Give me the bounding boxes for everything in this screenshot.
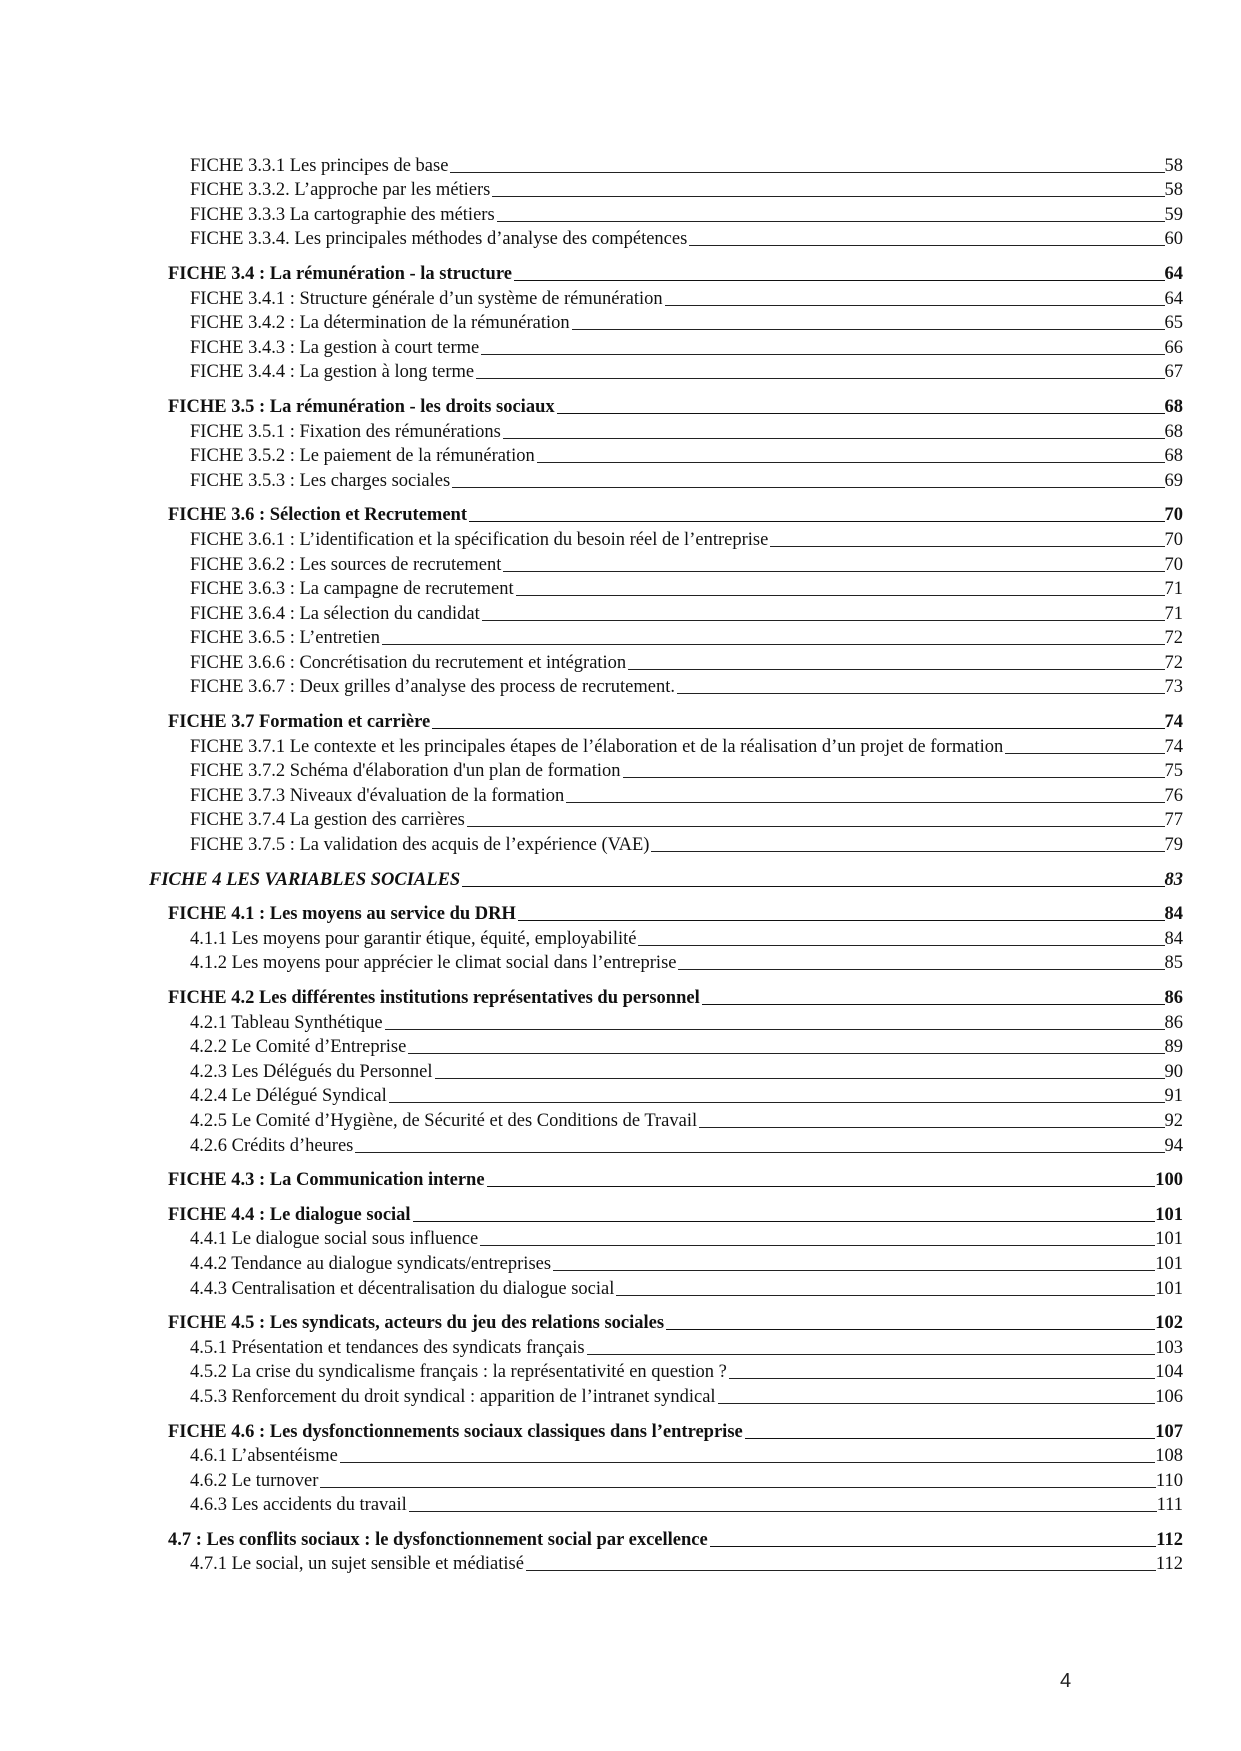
toc-section-heading[interactable] xyxy=(0,901,1183,926)
toc-entry-page: 70 xyxy=(1164,554,1183,575)
toc-entry[interactable] xyxy=(0,925,1183,950)
toc-entry-label: 4.7.1 Le social, un sujet sensible et médiatisé xyxy=(190,1554,524,1575)
toc-entry-page: 86 xyxy=(1164,988,1183,1008)
toc-entry[interactable] xyxy=(0,285,1183,310)
toc-entry-page: 64 xyxy=(1164,288,1183,309)
toc-leader-line xyxy=(469,521,1165,522)
toc-entry-page: 58 xyxy=(1164,180,1183,201)
toc-entry-page: 60 xyxy=(1164,229,1183,250)
toc-section-heading[interactable] xyxy=(0,708,1183,733)
toc-leader-line xyxy=(413,1221,1156,1222)
toc-entry-page: 58 xyxy=(1164,155,1183,176)
toc-entry-page: 68 xyxy=(1164,446,1183,467)
toc-entry-page: 59 xyxy=(1164,204,1183,225)
toc-entry[interactable] xyxy=(0,443,1183,468)
toc-entry-label: 4.2.3 Les Délégués du Personnel xyxy=(190,1061,433,1082)
toc-leader-line xyxy=(382,644,1165,645)
table-of-contents xyxy=(0,152,1241,1575)
toc-leader-line xyxy=(710,1546,1157,1547)
toc-leader-line xyxy=(503,438,1165,439)
toc-section-heading[interactable] xyxy=(0,1167,1183,1192)
toc-entry-label: 4.5.2 La crise du syndicalisme français : la représentativité en question ? xyxy=(190,1362,727,1383)
toc-entry[interactable] xyxy=(0,334,1183,359)
toc-entry-page: 89 xyxy=(1164,1037,1183,1058)
toc-entry-label: FICHE 3.4 : La rémunération - la structure xyxy=(168,263,512,284)
toc-entry[interactable] xyxy=(0,177,1183,202)
toc-leader-line xyxy=(553,1270,1155,1271)
toc-entry-page: 101 xyxy=(1155,1204,1183,1225)
toc-entry-page: 75 xyxy=(1164,761,1183,782)
page-number: 4 xyxy=(1060,1670,1072,1692)
toc-leader-line xyxy=(770,546,1164,547)
toc-entry-label: 4.6.1 L’absentéisme xyxy=(190,1446,338,1467)
toc-entry-label: FICHE 3.6.5 : L’entretien xyxy=(190,628,380,649)
toc-leader-line xyxy=(526,1570,1156,1571)
toc-entry-label: 4.5.3 Renforcement du droit syndical : apparition de l’intranet syndical xyxy=(190,1386,716,1407)
toc-entry-page: 90 xyxy=(1164,1061,1183,1082)
toc-entry-label: 4.2.1 Tableau Synthétique xyxy=(190,1012,383,1033)
toc-entry[interactable] xyxy=(0,1250,1183,1275)
toc-section-heading[interactable] xyxy=(0,1418,1183,1443)
toc-entry[interactable] xyxy=(0,1551,1183,1576)
toc-entry-label: FICHE 3.6.7 : Deux grilles d’analyse des process de recrutement. xyxy=(190,677,675,698)
toc-leader-line xyxy=(677,693,1165,694)
toc-entry-label: 4.2.5 Le Comité d’Hygiène, de Sécurité et des Conditions de Travail xyxy=(190,1110,698,1131)
toc-entry-label: FICHE 4.1 : Les moyens au service du DRH xyxy=(168,904,516,925)
toc-entry[interactable] xyxy=(0,551,1183,576)
toc-entry[interactable] xyxy=(0,201,1183,226)
toc-entry-page: 73 xyxy=(1164,677,1183,698)
toc-entry[interactable] xyxy=(0,310,1183,335)
toc-entry-page: 84 xyxy=(1164,928,1183,949)
toc-leader-line xyxy=(476,378,1164,379)
toc-entry[interactable] xyxy=(0,1467,1183,1492)
toc-leader-line xyxy=(638,945,1164,946)
toc-entry[interactable] xyxy=(0,526,1183,551)
toc-entry[interactable] xyxy=(0,359,1183,384)
toc-entry-label: 4.7 : Les conflits sociaux : le dysfonctionnement social par excellence xyxy=(168,1529,708,1550)
toc-entry-page: 101 xyxy=(1155,1253,1183,1274)
toc-entry-label: FICHE 3.5.2 : Le paiement de la rémunération xyxy=(190,446,535,467)
toc-section-heading[interactable] xyxy=(0,1201,1183,1226)
toc-leader-line xyxy=(452,487,1164,488)
toc-entry-page: 106 xyxy=(1155,1386,1183,1407)
toc-leader-line xyxy=(320,1487,1155,1488)
toc-entry-page: 102 xyxy=(1155,1313,1183,1334)
toc-entry-label: 4.5.1 Présentation et tendances des syndicats français xyxy=(190,1337,585,1358)
toc-entry-page: 64 xyxy=(1164,263,1183,284)
toc-leader-line xyxy=(689,245,1164,246)
toc-leader-line xyxy=(557,413,1165,414)
toc-leader-line xyxy=(516,595,1165,596)
toc-section-heading[interactable] xyxy=(0,1526,1183,1551)
toc-entry[interactable] xyxy=(0,1492,1183,1517)
toc-entry-label: 4.2.4 Le Délégué Syndical xyxy=(190,1086,387,1107)
toc-leader-line xyxy=(435,1078,1165,1079)
toc-leader-line xyxy=(699,1127,1164,1128)
toc-leader-line xyxy=(409,1511,1157,1512)
toc-entry-label: 4.6.2 Le turnover xyxy=(190,1470,319,1491)
toc-leader-line xyxy=(480,1245,1155,1246)
toc-entry-label: FICHE 3.7.5 : La validation des acquis de l’expérience (VAE) xyxy=(190,835,650,856)
toc-entry-page: 112 xyxy=(1155,1554,1183,1575)
toc-entry-label: FICHE 3.4.4 : La gestion à long terme xyxy=(190,362,475,383)
toc-entry-label: FICHE 3.4.3 : La gestion à court terme xyxy=(190,337,480,358)
toc-entry[interactable] xyxy=(0,758,1183,783)
toc-entry[interactable] xyxy=(0,807,1183,832)
toc-entry-page: 68 xyxy=(1164,421,1183,442)
toc-entry-page: 71 xyxy=(1164,603,1183,624)
toc-entry[interactable] xyxy=(0,1034,1183,1059)
toc-entry-label: FICHE 3.6.4 : La sélection du candidat xyxy=(190,603,480,624)
toc-entry-page: 67 xyxy=(1164,362,1183,383)
toc-leader-line xyxy=(482,620,1165,621)
toc-entry-page: 83 xyxy=(1164,869,1183,890)
toc-section-heading[interactable] xyxy=(0,1310,1183,1335)
toc-leader-line xyxy=(481,354,1164,355)
toc-entry[interactable] xyxy=(0,649,1183,674)
toc-entry-label: FICHE 3.5.3 : Les charges sociales xyxy=(190,470,451,491)
toc-entry-page: 72 xyxy=(1164,652,1183,673)
toc-entry-page: 104 xyxy=(1155,1362,1183,1383)
toc-entry[interactable] xyxy=(0,950,1183,975)
toc-entry[interactable] xyxy=(0,1334,1183,1359)
toc-leader-line xyxy=(666,1329,1155,1330)
toc-leader-line xyxy=(1005,753,1164,754)
toc-section-heading[interactable] xyxy=(0,866,1183,891)
toc-entry-page: 71 xyxy=(1164,579,1183,600)
toc-entry-page: 74 xyxy=(1164,712,1183,733)
toc-leader-line xyxy=(628,669,1164,670)
toc-entry[interactable] xyxy=(0,418,1183,443)
toc-entry-page: 84 xyxy=(1164,904,1183,925)
toc-leader-line xyxy=(497,221,1165,222)
toc-entry-label: FICHE 4.4 : Le dialogue social xyxy=(168,1204,411,1225)
toc-entry-label: FICHE 3.3.2. L’approche par les métiers xyxy=(190,180,491,201)
toc-entry-label: FICHE 4.5 : Les syndicats, acteurs du jeu des relations sociales xyxy=(168,1313,665,1334)
toc-entry-page: 112 xyxy=(1156,1529,1183,1550)
toc-entry-label: FICHE 3.7.4 La gestion des carrières xyxy=(190,810,465,831)
toc-entry-label: FICHE 3.6 : Sélection et Recrutement xyxy=(168,505,467,526)
toc-entry-page: 66 xyxy=(1164,337,1183,358)
toc-entry-page: 79 xyxy=(1164,835,1183,856)
toc-leader-line xyxy=(623,777,1165,778)
toc-entry-page: 70 xyxy=(1164,529,1183,550)
toc-entry-label: FICHE 3.7.2 Schéma d'élaboration d'un plan de formation xyxy=(190,761,621,782)
toc-leader-line xyxy=(718,1403,1156,1404)
toc-section-heading[interactable] xyxy=(0,260,1183,285)
toc-entry-page: 65 xyxy=(1164,313,1183,334)
toc-entry[interactable] xyxy=(0,1107,1183,1132)
toc-leader-line xyxy=(450,172,1164,173)
toc-entry-label: FICHE 4.6 : Les dysfonctionnements sociaux classiques dans l’entreprise xyxy=(168,1421,743,1442)
toc-entry-label: FICHE 3.5.1 : Fixation des rémunérations xyxy=(190,421,501,442)
toc-leader-line xyxy=(492,196,1164,197)
toc-entry[interactable] xyxy=(0,600,1183,625)
toc-entry-label: 4.4.3 Centralisation et décentralisation du dialogue social xyxy=(190,1278,615,1299)
toc-entry-label: FICHE 3.3.4. Les principales méthodes d’analyse des compétences xyxy=(190,229,688,250)
toc-leader-line xyxy=(355,1152,1164,1153)
toc-leader-line xyxy=(408,1053,1164,1054)
toc-entry-label: FICHE 3.4.2 : La détermination de la rémunération xyxy=(190,313,570,334)
toc-leader-line xyxy=(651,851,1164,852)
toc-entry-label: FICHE 3.3.3 La cartographie des métiers xyxy=(190,204,495,225)
toc-entry[interactable] xyxy=(0,1275,1183,1300)
toc-entry[interactable] xyxy=(0,152,1183,177)
toc-leader-line xyxy=(572,329,1165,330)
toc-leader-line xyxy=(702,1004,1165,1005)
toc-entry-label: FICHE 3.3.1 Les principes de base xyxy=(190,155,449,176)
toc-entry-page: 70 xyxy=(1164,505,1183,526)
toc-entry-page: 92 xyxy=(1164,1110,1183,1131)
toc-entry-label: FICHE 4.2 Les différentes institutions représentatives du personnel xyxy=(168,988,700,1008)
toc-entry-page: 74 xyxy=(1164,736,1183,757)
toc-leader-line xyxy=(514,280,1165,281)
toc-entry-page: 111 xyxy=(1156,1495,1183,1516)
toc-entry-page: 86 xyxy=(1164,1012,1183,1033)
toc-entry-label: FICHE 3.7.3 Niveaux d'évaluation de la formation xyxy=(190,785,565,806)
toc-entry-label: FICHE 3.5 : La rémunération - les droits sociaux xyxy=(168,396,555,417)
toc-entry-label: FICHE 3.6.2 : Les sources de recrutement xyxy=(190,554,502,575)
toc-entry[interactable] xyxy=(0,1226,1183,1251)
toc-leader-line xyxy=(389,1102,1165,1103)
toc-entry[interactable] xyxy=(0,733,1183,758)
toc-leader-line xyxy=(385,1029,1165,1030)
toc-leader-line xyxy=(537,462,1165,463)
toc-entry[interactable] xyxy=(0,625,1183,650)
toc-entry-label: 4.1.2 Les moyens pour apprécier le climat social dans l’entreprise xyxy=(190,953,677,974)
toc-entry[interactable] xyxy=(0,1083,1183,1108)
toc-entry-label: 4.2.2 Le Comité d’Entreprise xyxy=(190,1037,407,1058)
toc-entry-page: 76 xyxy=(1164,785,1183,806)
toc-entry-label: FICHE 3.6.3 : La campagne de recrutement xyxy=(190,579,514,600)
toc-entry-page: 103 xyxy=(1155,1337,1183,1358)
toc-leader-line xyxy=(616,1295,1155,1296)
toc-leader-line xyxy=(678,969,1164,970)
toc-entry-page: 69 xyxy=(1164,470,1183,491)
toc-entry[interactable] xyxy=(0,1383,1183,1408)
toc-entry[interactable] xyxy=(0,1359,1183,1384)
toc-entry-page: 68 xyxy=(1164,396,1183,417)
toc-entry-label: FICHE 3.4.1 : Structure générale d’un système de rémunération xyxy=(190,288,663,309)
toc-entry-label: FICHE 3.6.6 : Concrétisation du recrutement et intégration xyxy=(190,652,627,673)
toc-entry-page: 94 xyxy=(1164,1135,1183,1156)
toc-entry[interactable] xyxy=(0,576,1183,601)
toc-entry-label: FICHE 3.7.1 Le contexte et les principales étapes de l’élaboration et de la réalisation d’un projet de formation xyxy=(190,736,1004,757)
toc-entry[interactable] xyxy=(0,1009,1183,1034)
toc-entry-label: FICHE 4.3 : La Communication interne xyxy=(168,1170,485,1191)
toc-leader-line xyxy=(729,1378,1155,1379)
toc-entry-page: 100 xyxy=(1155,1170,1183,1191)
toc-entry-label: 4.6.3 Les accidents du travail xyxy=(190,1495,407,1516)
toc-section-heading[interactable] xyxy=(0,984,1183,1009)
toc-entry-label: FICHE 3.6.1 : L’identification et la spécification du besoin réel de l’entreprise xyxy=(190,529,769,550)
toc-leader-line xyxy=(566,802,1164,803)
toc-entry-page: 107 xyxy=(1155,1421,1183,1442)
toc-entry-label: 4.4.1 Le dialogue social sous influence xyxy=(190,1229,479,1250)
toc-entry-page: 101 xyxy=(1155,1229,1183,1250)
toc-entry-label: 4.1.1 Les moyens pour garantir étique, équité, employabilité xyxy=(190,928,637,949)
toc-entry-page: 108 xyxy=(1155,1446,1183,1467)
toc-leader-line xyxy=(665,305,1165,306)
toc-entry-page: 101 xyxy=(1155,1278,1183,1299)
toc-entry[interactable] xyxy=(0,467,1183,492)
toc-entry-label: 4.4.2 Tendance au dialogue syndicats/entreprises xyxy=(190,1253,552,1274)
toc-entry[interactable] xyxy=(0,1132,1183,1157)
toc-entry-page: 91 xyxy=(1164,1086,1183,1107)
toc-leader-line xyxy=(340,1462,1155,1463)
toc-leader-line xyxy=(587,1354,1156,1355)
toc-entry[interactable] xyxy=(0,1443,1183,1468)
toc-leader-line xyxy=(503,571,1164,572)
toc-section-heading[interactable] xyxy=(0,502,1183,527)
toc-leader-line xyxy=(487,1186,1156,1187)
toc-entry[interactable] xyxy=(0,674,1183,699)
toc-entry[interactable] xyxy=(0,782,1183,807)
toc-leader-line xyxy=(432,728,1164,729)
toc-entry-page: 85 xyxy=(1164,953,1183,974)
toc-leader-line xyxy=(467,826,1165,827)
toc-entry-page: 110 xyxy=(1155,1470,1183,1491)
toc-entry-page: 72 xyxy=(1164,628,1183,649)
toc-section-heading[interactable] xyxy=(0,393,1183,418)
toc-entry-label: 4.2.6 Crédits d’heures xyxy=(190,1135,354,1156)
toc-entry[interactable] xyxy=(0,831,1183,856)
toc-entry[interactable] xyxy=(0,226,1183,251)
toc-leader-line xyxy=(745,1438,1156,1439)
toc-entry-page: 77 xyxy=(1164,810,1183,831)
toc-entry[interactable] xyxy=(0,1058,1183,1083)
toc-leader-line xyxy=(462,886,1164,887)
toc-leader-line xyxy=(518,920,1165,921)
toc-entry-label: FICHE 3.7 Formation et carrière xyxy=(168,712,431,733)
toc-entry-label: FICHE 4 LES VARIABLES SOCIALES xyxy=(149,869,461,890)
